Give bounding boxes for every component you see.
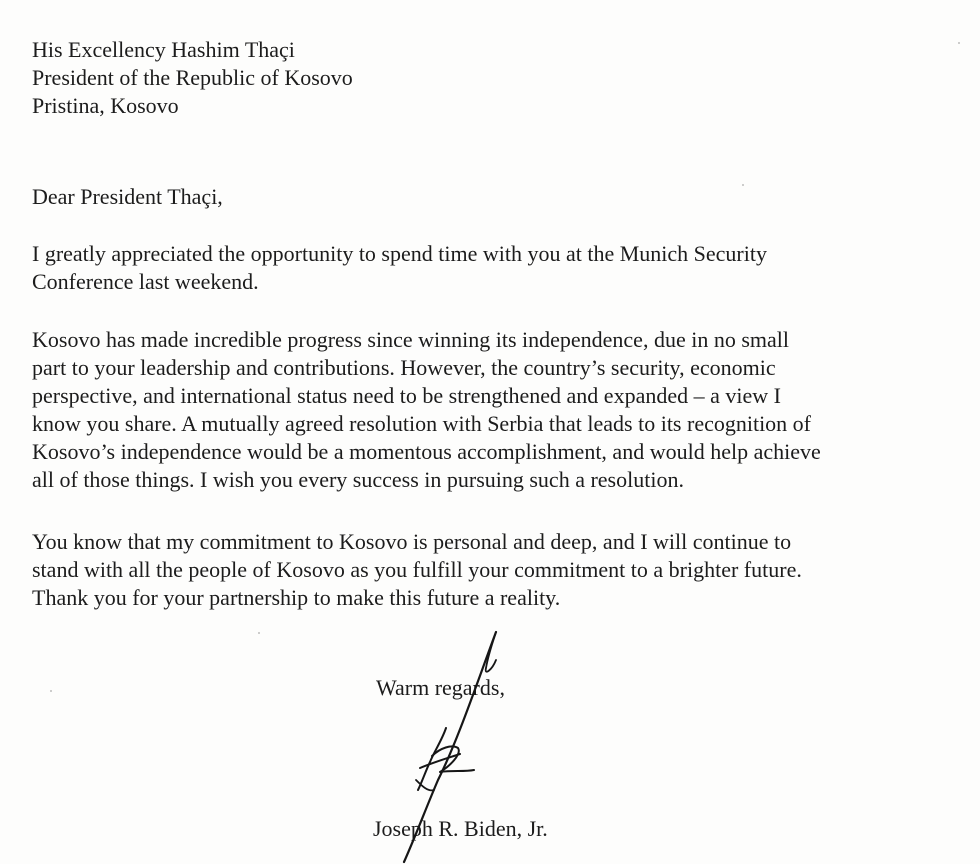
paragraph-line: Kosovo’s independence would be a momentous accomplishment, and would help achieve	[32, 439, 821, 464]
paragraph-line: part to your leadership and contributions. However, the country’s security, economic	[32, 355, 776, 380]
paragraph-line: all of those things. I wish you every success in pursuing such a resolution.	[32, 467, 684, 492]
paragraph-1	[32, 240, 767, 296]
paragraph-line: Thank you for your partnership to make this future a reality.	[32, 585, 561, 610]
recipient-location: Pristina, Kosovo	[32, 93, 179, 118]
salutation	[32, 183, 223, 211]
paper-speck	[50, 690, 52, 692]
paper-speck	[742, 184, 744, 186]
signer-name-text: Joseph R. Biden, Jr.	[373, 816, 548, 841]
salutation-text: Dear President Thaçi,	[32, 184, 223, 209]
signature-mark-a	[432, 746, 474, 772]
paragraph-3	[32, 528, 802, 612]
recipient-name: His Excellency Hashim Thaçi	[32, 37, 295, 62]
paper-speck	[958, 42, 960, 44]
recipient-address	[32, 36, 353, 120]
signature-loop	[486, 632, 496, 672]
paragraph-line: perspective, and international status need to be strengthened and expanded – a view I	[32, 383, 781, 408]
paragraph-line: Conference last weekend.	[32, 269, 259, 294]
recipient-title: President of the Republic of Kosovo	[32, 65, 353, 90]
paper-speck	[258, 632, 260, 634]
paragraph-line: stand with all the people of Kosovo as you fulfill your commitment to a brighter future.	[32, 557, 802, 582]
paragraph-line: You know that my commitment to Kosovo is personal and deep, and I will continue to	[32, 529, 792, 554]
paragraph-line: know you share. A mutually agreed resolution with Serbia that leads to its recognition of	[32, 411, 812, 436]
handwritten-signature	[360, 630, 500, 864]
paragraph-2	[32, 326, 821, 494]
paragraph-line: I greatly appreciated the opportunity to spend time with you at the Munich Security	[32, 241, 767, 266]
closing-text: Warm regards,	[376, 675, 505, 700]
paragraph-line: Kosovo has made incredible progress since winning its independence, due in no small	[32, 327, 789, 352]
